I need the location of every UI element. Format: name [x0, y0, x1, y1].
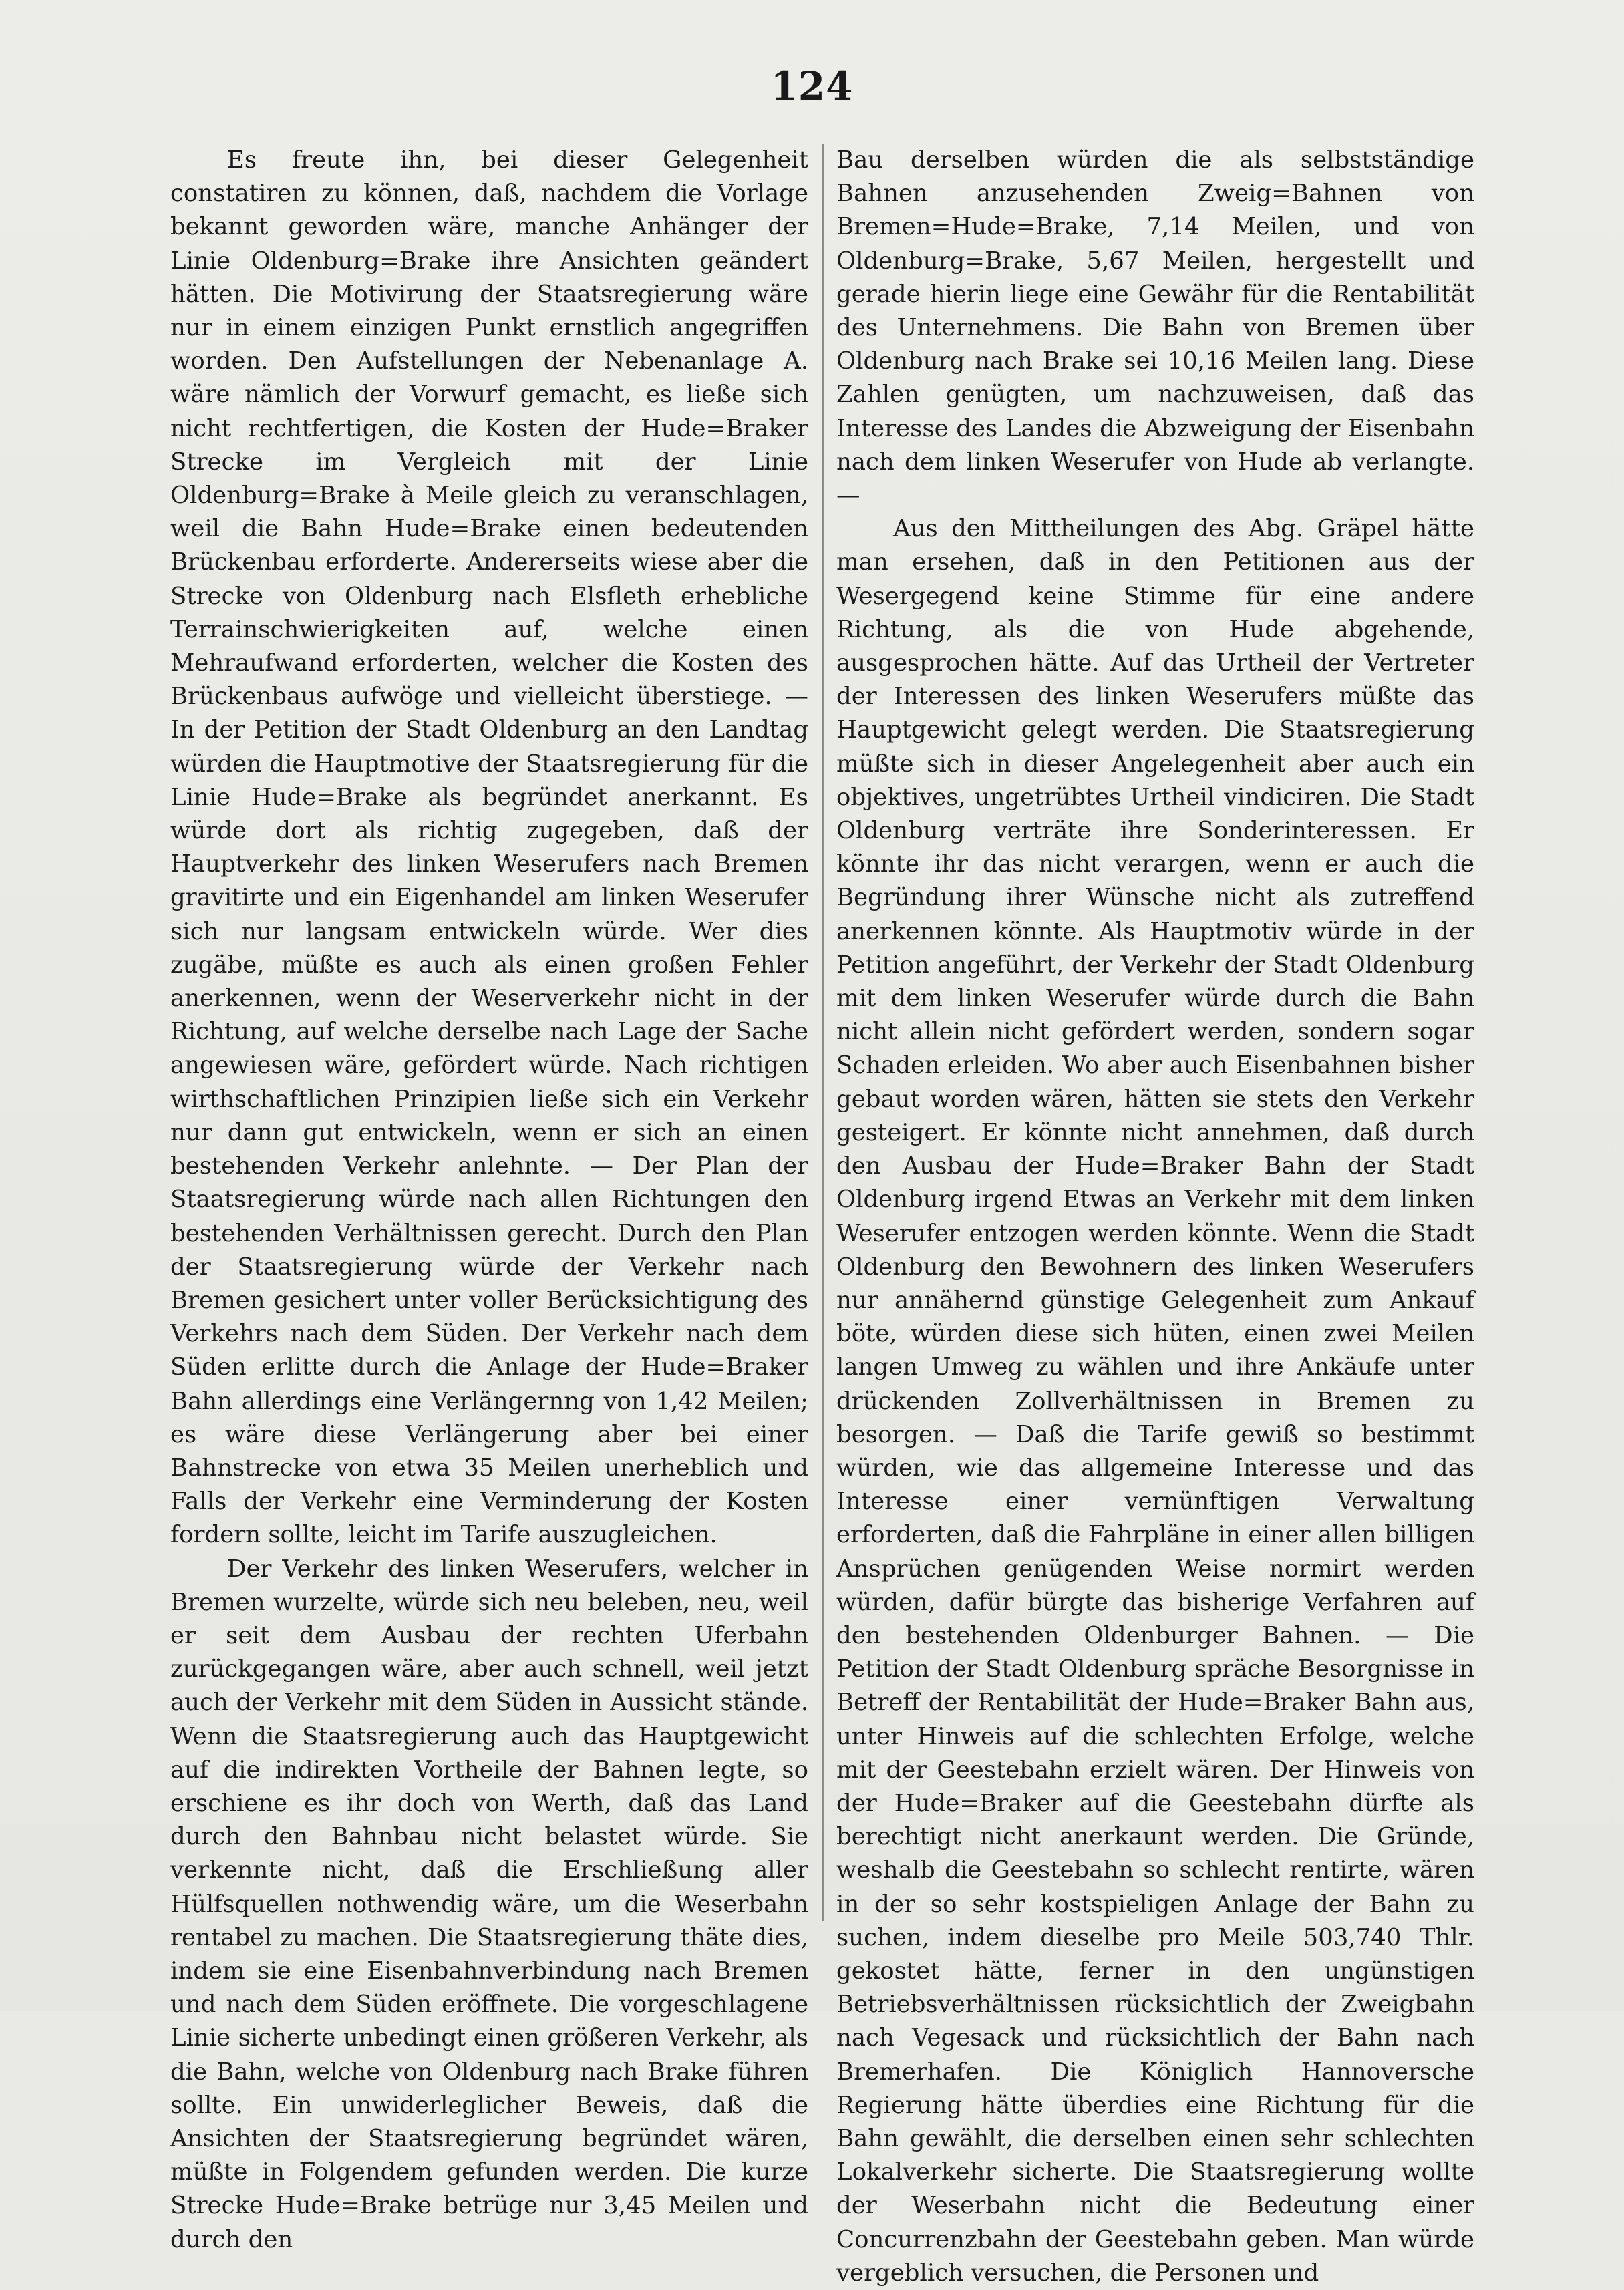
paragraph: Es freute ihn, bei dieser Gelegenheit constatiren zu können, daß, nachdem die Vorlage bekannt geworden wäre, manche Anhänger der Linie Oldenburg=Brake ihre Ansichten geändert hätten. Die Motivirung der Staatsregierung wäre nur in einem einzigen Punkt ernstlich angegriffen worden. Den Aufstellungen der Nebenanlage A. wäre nämlich der Vorwurf gemacht, es ließe sich nicht rechtfertigen, die Kosten der Hude=Braker Strecke im Vergleich mit der Linie Oldenburg=Brake à Meile gleich zu veranschlagen, weil die Bahn Hude=Brake einen bedeutenden Brückenbau erforderte. Andererseits wiese aber die Strecke von Oldenburg nach Elsfleth erhebliche Terrainschwierigkeiten auf, welche einen Mehraufwand erforderten, welcher die Kosten des Brückenbaus aufwöge und vielleicht überstiege. — In der Petition der Stadt Oldenburg an den Landtag würden die Hauptmotive der Staatsregierung für die Linie Hude=Brake als begründet anerkannt. Es würde dort als richtig zugegeben, daß der Hauptverkehr des linken Weserufers nach Bremen gravitirte und ein Eigenhandel am linken Weserufer sich nur langsam entwickeln würde. Wer dies zugäbe, müßte es auch als einen großen Fehler anerkennen, wenn der Weserverkehr nicht in der Richtung, auf welche derselbe nach Lage der Sache angewiesen wäre, gefördert würde. Nach richtigen wirthschaftlichen Prinzipien ließe sich ein Verkehr nur dann gut entwickeln, wenn er sich an einen bestehenden Verkehr anlehnte. — Der Plan der Staatsregierung würde nach allen Richtungen den bestehenden Verhältnissen gerecht. Durch den Plan der Staatsregierung würde der Verkehr nach Bremen gesichert unter voller Berücksichtigung des Verkehrs nach dem Süden. Der Verkehr nach dem Süden erlitte durch die Anlage der Hude=Braker Bahn allerdings eine Verlängernng von 1,42 Meilen; es wäre diese Verlängerung aber bei einer Bahnstrecke von etwa 35 Meilen unerheblich und Falls der Verkehr eine Verminderung der Kosten fordern sollte, leicht im Tarife auszugleichen.	[170, 146, 808, 1549]
paragraph: Bau derselben würden die als selbstständige Bahnen anzusehenden Zweig=Bahnen von Bremen=Hude=Brake, 7,14 Meilen, und von Oldenburg=Brake, 5,67 Meilen, hergestellt und gerade hierin liege eine Gewähr für die Rentabilität des Unternehmens. Die Bahn von Bremen über Oldenburg nach Brake sei 10,16 Meilen lang. Diese Zahlen genügten, um nachzuweisen, daß das Interesse des Landes die Abzweigung der Eisenbahn nach dem linken Weserufer von Hude ab verlangte. —	[836, 146, 1474, 510]
paragraph: Der Verkehr des linken Weserufers, welcher in Bremen wurzelte, würde sich neu beleben, neu, weil er seit dem Ausbau der rechten Uferbahn zurückgegangen wäre, aber auch schnell, weil jetzt auch der Verkehr mit dem Süden in Aussicht stände. Wenn die Staatsregierung auch das Hauptgewicht auf die indirekten Vortheile der Bahnen legte, so erschiene es ihr doch von Werth, daß das Land durch den Bahnbau nicht belastet würde. Sie verkennte nicht, daß die Erschließung aller Hülfsquellen nothwendig wäre, um die Weserbahn rentabel zu machen. Die Staatsregierung thäte dies, indem sie eine Eisenbahnverbindung nach Bremen und nach dem Süden eröffnete. Die vorgeschlagene Linie sicherte unbedingt einen größeren Verkehr, als die Bahn, welche von Oldenburg nach Brake führen sollte. Ein unwiderleglicher Beweis, daß die Ansichten der Staatsregierung begründet wären, müßte in Folgendem gefunden werden. Die kurze Strecke Hude=Brake betrüge nur 3,45 Meilen und durch den	[170, 1555, 808, 2253]
right-column	[836, 144, 1474, 2290]
left-column	[170, 144, 808, 2257]
page-number: 124	[770, 63, 854, 109]
column-divider	[822, 144, 824, 1921]
paragraph: Aus den Mittheilungen des Abg. Gräpel hätte man ersehen, daß in den Petitionen aus der Wesergegend keine Stimme für eine andere Richtung, als die von Hude abgehende, ausgesprochen hätte. Auf das Urtheil der Vertreter der Interessen des linken Weserufers müßte das Hauptgewicht gelegt werden. Die Staatsregierung müßte sich in dieser Angelegenheit aber auch ein objektives, ungetrübtes Urtheil vindiciren. Die Stadt Oldenburg verträte ihre Sonderinteressen. Er könnte ihr das nicht verargen, wenn er auch die Begründung ihrer Wünsche nicht als zutreffend anerkennen könnte. Als Hauptmotiv würde in der Petition angeführt, der Verkehr der Stadt Oldenburg mit dem linken Weserufer würde durch die Bahn nicht allein nicht gefördert werden, sondern sogar Schaden erleiden. Wo aber auch Eisenbahnen bisher gebaut worden wären, hätten sie stets den Verkehr gesteigert. Er könnte nicht annehmen, daß durch den Ausbau der Hude=Braker Bahn der Stadt Oldenburg irgend Etwas an Verkehr mit dem linken Weserufer entzogen werden könnte. Wenn die Stadt Oldenburg den Bewohnern des linken Weserufers nur annähernd günstige Gelegenheit zum Ankauf böte, würden diese sich hüten, einen zwei Meilen langen Umweg zu wählen und ihre Ankäufe unter drückenden Zollverhältnissen in Bremen zu besorgen. — Daß die Tarife gewiß so bestimmt würden, wie das allgemeine Interesse und das Interesse einer vernünftigen Verwaltung erforderten, daß die Fahrpläne in einer allen billigen Ansprüchen genügenden Weise normirt werden würden, dafür bürgte das bisherige Verfahren auf den bestehenden Oldenburger Bahnen. — Die Petition der Stadt Oldenburg spräche Besorgnisse in Betreff der Rentabilität der Hude=Braker Bahn aus, unter Hinweis auf die schlechten Erfolge, welche mit der Geestebahn erzielt wären. Der Hinweis von der Hude=Braker auf die Geestebahn dürfte als berechtigt nicht anerkaunt werden. Die Gründe, weshalb die Geestebahn so schlecht rentirte, wären in der so sehr kostspieligen Anlage der Bahn zu suchen, indem dieselbe pro Meile 503,740 Thlr. gekostet hätte, ferner in den ungünstigen Betriebsverhältnissen rücksichtlich der Zweigbahn nach Vegesack und rücksichtlich der Bahn nach Bremerhafen. Die Königlich Hannoversche Regierung hätte überdies eine Richtung für die Bahn gewählt, die derselben einen sehr schlechten Lokalverkehr sicherte. Die Staatsregierung wollte der Weserbahn nicht die Bedeutung einer Concurrenzbahn der Geestebahn geben. Man würde vergeblich versuchen, die Personen und	[836, 515, 1474, 2287]
